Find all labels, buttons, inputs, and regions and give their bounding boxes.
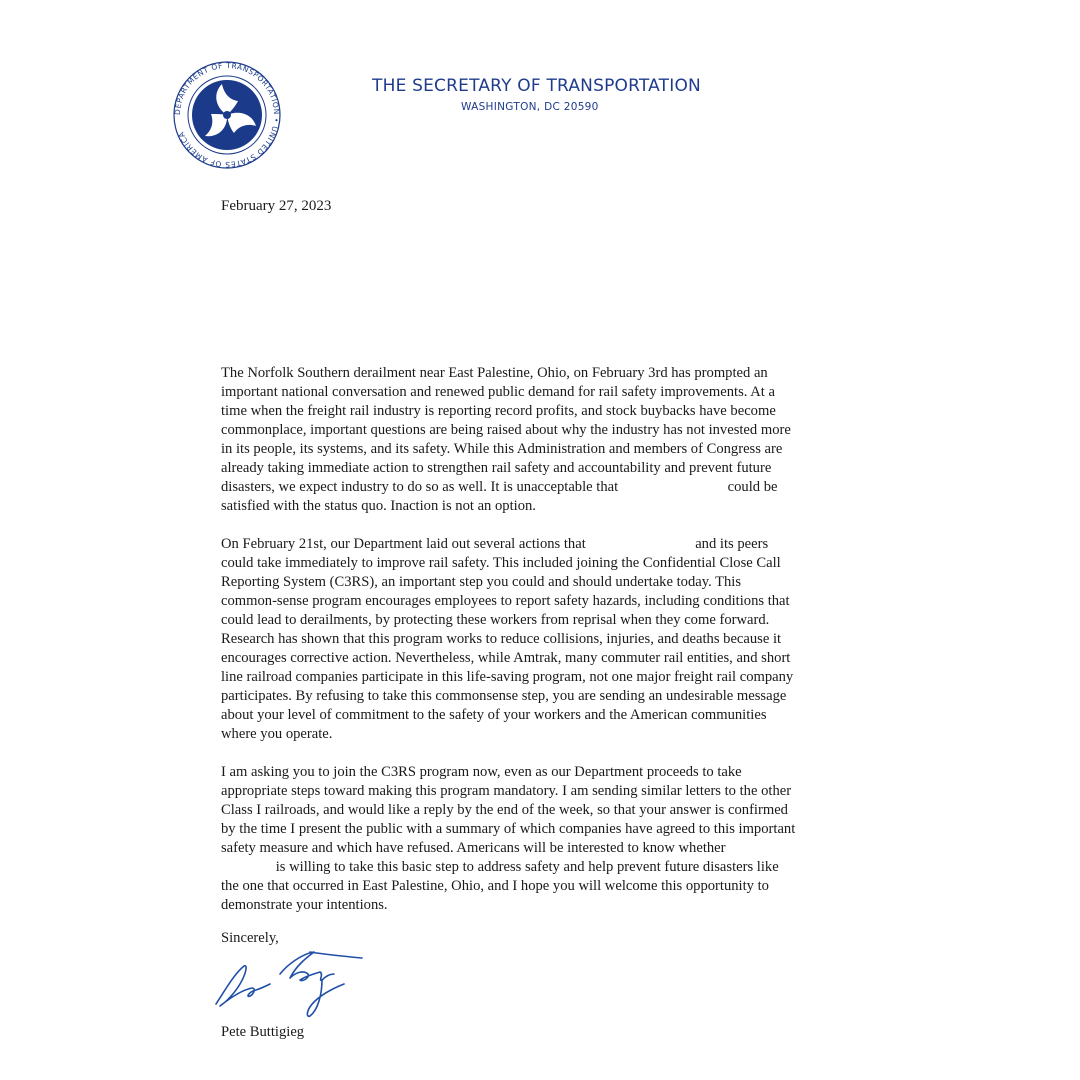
paragraph-3-line: is willing to take this basic step to address safety and help prevent future disasters like — [221, 859, 779, 875]
paragraph-2-line: Research has shown that this program works to reduce collisions, injuries, and deaths because it — [221, 631, 782, 647]
letter-date: February 27, 2023 — [221, 198, 332, 214]
paragraph-3-line: by the time I present the public with a summary of which companies have agreed to this important — [221, 821, 796, 837]
closing: Sincerely, — [221, 930, 279, 946]
paragraph-2-line: encourages corrective action. Nevertheless, while Amtrak, many commuter rail entities, and short — [221, 650, 791, 666]
paragraph-2-line: common-sense program encourages employees to report safety hazards, including conditions that — [221, 593, 790, 609]
paragraph-3-line: safety measure and which have refused. Americans will be interested to know whether — [221, 840, 726, 856]
paragraph-1-line: satisfied with the status quo. Inaction is not an option. — [221, 498, 536, 514]
svg-text:DEPARTMENT OF TRANSPORTATION •: DEPARTMENT OF TRANSPORTATION • UNITED STATES OF AMERICA — [172, 60, 282, 170]
paragraph-1-line: disasters, we expect industry to do so as well. It is unacceptable that could be — [221, 479, 778, 495]
paragraph-2-line: about your level of commitment to the safety of your workers and the American communities — [221, 707, 767, 723]
paragraph-1-line: already taking immediate action to strengthen rail safety and accountability and prevent future — [221, 460, 772, 476]
paragraph-2-line: participates. By refusing to take this commonsense step, you are sending an undesirable message — [221, 688, 787, 704]
paragraph-3-line: Class I railroads, and would like a reply by the end of the week, so that your answer is confirmed — [221, 802, 788, 818]
paragraph-2-line: Reporting System (C3RS), an important step you could and should undertake today. This — [221, 574, 742, 590]
paragraph-3-line: I am asking you to join the C3RS program now, even as our Department proceeds to take — [221, 764, 742, 780]
paragraph-1-line: The Norfolk Southern derailment near East Palestine, Ohio, on February 3rd has prompted an — [221, 365, 768, 381]
paragraph-3-line: demonstrate your intentions. — [221, 897, 388, 913]
paragraph-2-line: where you operate. — [221, 726, 333, 742]
paragraph-1-line: commonplace, important questions are being raised about why the industry has not invested more — [221, 422, 791, 438]
paragraph-2-line: On February 21st, our Department laid out several actions that and its peers — [221, 536, 769, 552]
signer-name: Pete Buttigieg — [221, 1024, 305, 1040]
paragraph-2-line: could take immediately to improve rail safety. This included joining the Confidential Close Call — [221, 555, 781, 571]
paragraph-1-line: important national conversation and renewed public demand for rail safety improvements. At a — [221, 384, 775, 400]
paragraph-1-line: time when the freight rail industry is reporting record profits, and stock buybacks have become — [221, 403, 776, 419]
letterhead-address: WASHINGTON, DC 20590 — [461, 101, 599, 113]
paragraph-3-line: the one that occurred in East Palestine, Ohio, and I hope you will welcome this opportunity to — [221, 878, 769, 894]
paragraph-2-line: could lead to derailments, by protecting these workers from reprisal when they come forward. — [221, 612, 770, 628]
paragraph-1-line: in its people, its systems, and its safety. While this Administration and members of Congress are — [221, 441, 783, 457]
dot-seal-logo — [172, 60, 282, 170]
paragraph-3-line: appropriate steps toward making this program mandatory. I am sending similar letters to the other — [221, 783, 792, 799]
signature-image — [210, 944, 370, 1024]
letterhead-title: THE SECRETARY OF TRANSPORTATION — [372, 76, 701, 96]
paragraph-2-line: line railroad companies participate in this life-saving program, not one major freight rail company — [221, 669, 794, 685]
